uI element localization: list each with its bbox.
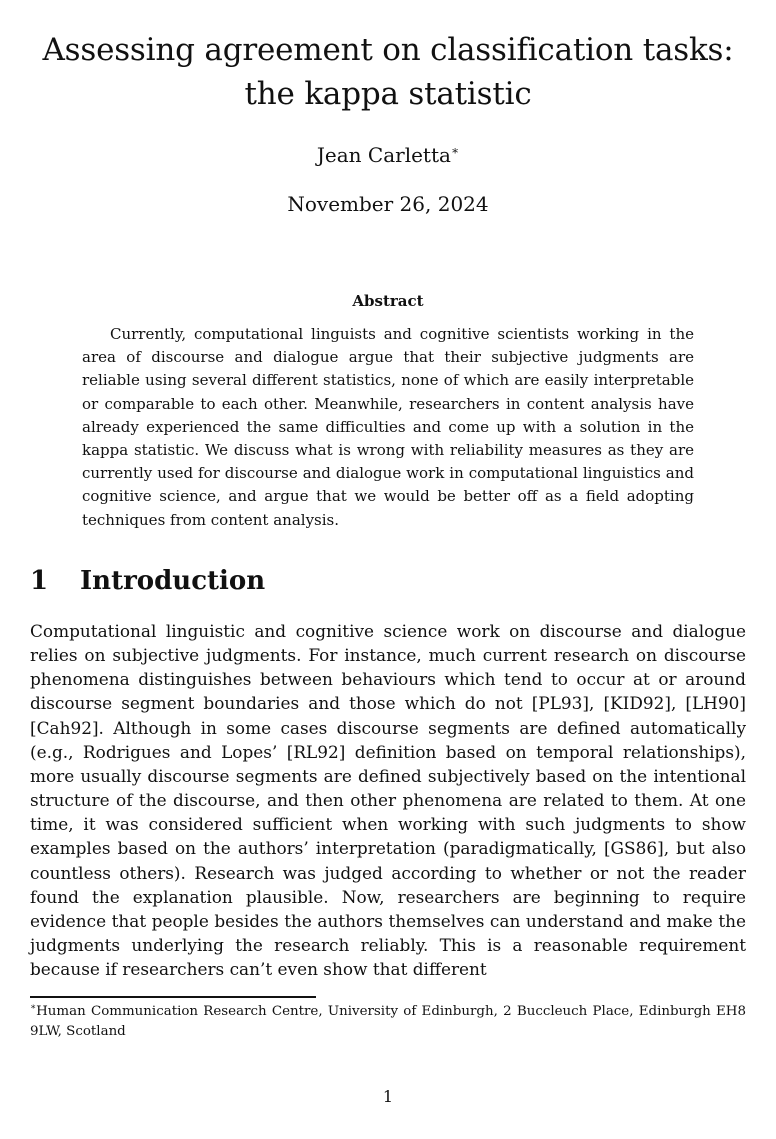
footnote-text: Human Communication Research Centre, University of Edinburgh, 2 Buccleuch Place, Edinburgh EH8 9LW, Scotland [30, 1004, 746, 1039]
author-footnote-mark[interactable]: ∗ [450, 143, 460, 158]
abstract-heading: Abstract [352, 292, 424, 310]
page-number: 1 [382, 1087, 394, 1106]
section-heading [30, 563, 746, 599]
footnote [30, 1002, 746, 1042]
section-number: 1 [30, 566, 49, 596]
author-name: Jean Carletta [316, 143, 451, 167]
paper-title: Assessing agreement on classification tasks: the kappa statistic [42, 32, 734, 112]
abstract-text: Currently, computational linguists and cognitive scientists working in the area of discourse and dialogue argue that their subjective judgments are reliable using several different statistics, none of which are easily interpretable or comparable to each other. Meanwhile, researchers in content analysis have already experienced the same difficulties and come up with a solution in the kappa statistic. We discuss what is wrong with reliability measures as they are currently used for discourse and dialogue work in computational linguistics and cognitive science, and argue that we would be better off as a field adopting techniques from content analysis. [82, 325, 694, 529]
paper-date: November 26, 2024 [287, 192, 489, 216]
section-body-text: Computational linguistic and cognitive science work on discourse and dialogue relies on subjective judgments. For instance, much current research on discourse phenomena distinguishes between behaviours which tend to occur at or around discourse segment boundaries and those which do not [PL93], [KID92], [LH90] [Cah92]. Although in some cases discourse segments are defined automatically (e.g., Rodrigues and Lopes’ [RL92] definition based on temporal relationships), more usually discourse segments are defined subjectively based on the intentional structure of the discourse, and then other phenomena are related to them. At one time, it was considered sufficient when working with such judgments to show examples based on the authors’ interpretation (paradigmatically, [GS86], but also countless others). Research was judged according to whether or not the reader found the explanation plausible. Now, researchers are beginning to require evidence that people besides the authors themselves can understand and make the judgments underlying the research reliably. This is a reasonable requirement because if researchers can’t even show that different [30, 621, 746, 980]
footnote-mark: ∗ [30, 1002, 37, 1013]
section-title: Introduction [80, 566, 266, 596]
footnote-rule [30, 996, 316, 998]
author-line [0, 142, 776, 168]
